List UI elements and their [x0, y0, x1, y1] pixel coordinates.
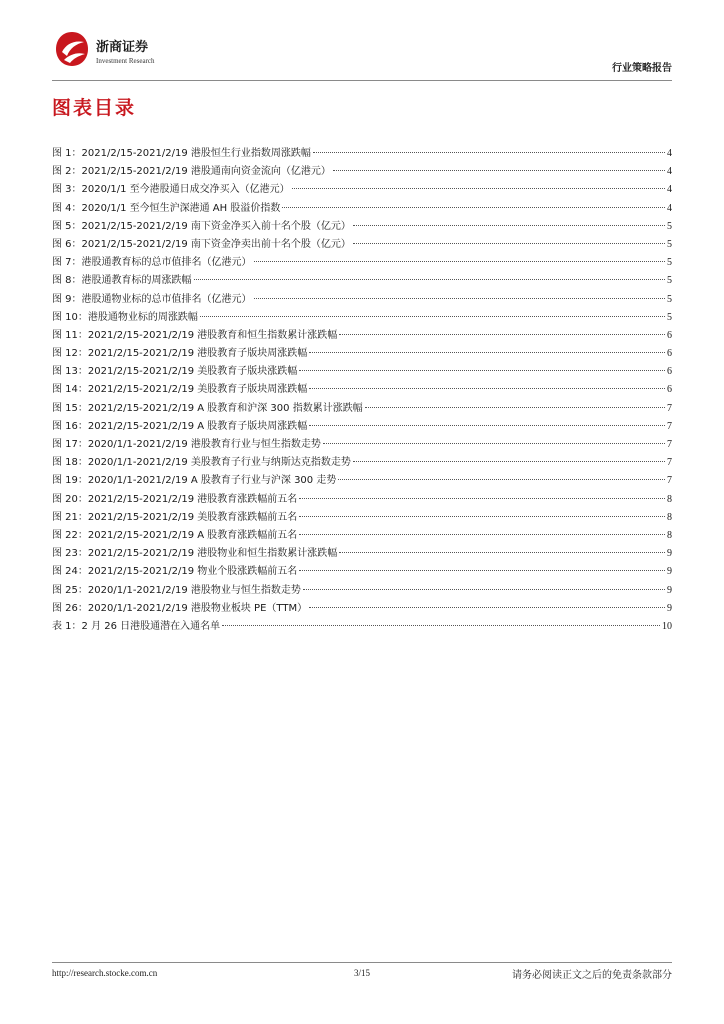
toc-entry[interactable]	[52, 509, 672, 527]
toc-entry-label: 图 25：2020/1/1-2021/2/19 港股物业与恒生指数走势	[52, 584, 301, 596]
toc-dot-leader	[309, 425, 665, 426]
toc-entry[interactable]	[52, 309, 672, 327]
company-logo-icon	[54, 30, 90, 68]
table-of-figures	[52, 145, 672, 636]
toc-entry-label: 图 12：2021/2/15-2021/2/19 港股教育子版块周涨跌幅	[52, 348, 308, 360]
toc-dot-leader	[299, 570, 665, 571]
toc-dot-leader	[353, 461, 665, 462]
toc-entry-label: 图 11：2021/2/15-2021/2/19 港股教育和恒生指数累计涨跌幅	[52, 329, 338, 341]
toc-entry-label: 图 3：2020/1/1 至今港股通日成交净买入（亿港元）	[52, 184, 290, 196]
toc-entry[interactable]	[52, 600, 672, 618]
toc-entry[interactable]	[52, 291, 672, 309]
toc-entry[interactable]	[52, 454, 672, 472]
toc-entry-page: 8	[667, 529, 672, 541]
toc-dot-leader	[200, 316, 665, 317]
toc-entry-label: 图 4：2020/1/1 至今恒生沪深港通 AH 股溢价指数	[52, 202, 281, 214]
toc-dot-leader	[299, 516, 665, 517]
document-type: 行业策略报告	[612, 63, 672, 74]
toc-entry-page: 5	[667, 311, 672, 323]
toc-entry-page: 4	[667, 148, 672, 159]
toc-entry-label: 图 18：2020/1/1-2021/2/19 美股教育子行业与纳斯达克指数走势	[52, 457, 351, 469]
toc-entry-page: 8	[667, 493, 672, 505]
toc-dot-leader	[365, 407, 665, 408]
toc-dot-leader	[313, 152, 665, 153]
toc-entry-page: 5	[667, 293, 672, 305]
toc-dot-leader	[323, 443, 665, 444]
toc-entry-page: 7	[667, 457, 672, 469]
toc-entry-page: 7	[667, 475, 672, 487]
toc-entry-page: 6	[667, 348, 672, 360]
footer-divider	[52, 962, 672, 963]
toc-entry-page: 9	[667, 602, 672, 614]
toc-entry-page: 4	[667, 202, 672, 214]
toc-entry-page: 5	[667, 220, 672, 232]
toc-dot-leader	[353, 225, 665, 226]
toc-entry-label: 图 6：2021/2/15-2021/2/19 南下资金净卖出前十名个股（亿元）	[52, 238, 351, 250]
toc-dot-leader	[282, 207, 665, 208]
toc-entry[interactable]	[52, 363, 672, 381]
page-number: 3/15	[354, 968, 371, 978]
toc-entry-label: 图 20：2021/2/15-2021/2/19 港股教育涨跌幅前五名	[52, 493, 298, 505]
toc-dot-leader	[254, 298, 665, 299]
toc-entry-page: 4	[667, 184, 672, 196]
toc-entry[interactable]	[52, 345, 672, 363]
toc-entry[interactable]	[52, 145, 672, 163]
toc-entry-label: 图 19：2020/1/1-2021/2/19 A 股教育子行业与沪深 300 走势	[52, 475, 337, 487]
toc-entry-label: 图 17：2020/1/1-2021/2/19 港股教育行业与恒生指数走势	[52, 439, 321, 450]
toc-entry[interactable]	[52, 218, 672, 236]
toc-entry[interactable]	[52, 563, 672, 581]
footer-url[interactable]: http://research.stocke.com.cn	[52, 968, 158, 978]
toc-entry[interactable]	[52, 381, 672, 399]
toc-entry-label: 图 16：2021/2/15-2021/2/19 A 股教育子版块周涨跌幅	[52, 420, 308, 432]
toc-entry[interactable]	[52, 582, 672, 600]
toc-entry-page: 7	[667, 420, 672, 432]
toc-dot-leader	[309, 388, 665, 389]
toc-dot-leader	[292, 188, 665, 189]
toc-entry-page: 7	[667, 402, 672, 414]
page-header	[52, 28, 672, 78]
toc-dot-leader	[338, 479, 665, 480]
toc-entry-label: 图 7：港股通教育标的总市值排名（亿港元）	[52, 257, 252, 269]
toc-entry[interactable]	[52, 545, 672, 563]
toc-dot-leader	[194, 279, 665, 280]
toc-entry[interactable]	[52, 418, 672, 436]
toc-entry-label: 图 24：2021/2/15-2021/2/19 物业个股涨跌幅前五名	[52, 566, 298, 578]
toc-entry-label: 图 21：2021/2/15-2021/2/19 美股教育涨跌幅前五名	[52, 511, 298, 523]
toc-entry[interactable]	[52, 272, 672, 290]
toc-entry-page: 5	[667, 257, 672, 269]
toc-entry[interactable]	[52, 491, 672, 509]
header-divider	[52, 80, 672, 81]
company-name-en: Investment Research	[96, 57, 155, 65]
company-name-cn: 浙商证券	[96, 40, 149, 55]
toc-entry[interactable]	[52, 181, 672, 199]
toc-entry-label: 图 10：港股通物业标的周涨跌幅	[52, 311, 198, 323]
toc-dot-leader	[299, 370, 665, 371]
toc-entry-page: 8	[667, 511, 672, 523]
toc-entry[interactable]	[52, 327, 672, 345]
toc-entry-page: 6	[667, 384, 672, 396]
toc-entry[interactable]	[52, 236, 672, 254]
footer-disclaimer: 请务必阅读正文之后的免责条款部分	[512, 970, 672, 981]
toc-entry-label: 图 9：港股通物业标的总市值排名（亿港元）	[52, 293, 252, 305]
toc-entry-label: 图 1：2021/2/15-2021/2/19 港股恒生行业指数周涨跌幅	[52, 148, 311, 159]
toc-entry-page: 10	[662, 620, 672, 632]
toc-entry-label: 图 23：2021/2/15-2021/2/19 港股物业和恒生指数累计涨跌幅	[52, 548, 338, 560]
toc-entry-page: 5	[667, 238, 672, 250]
toc-entry-label: 图 15：2021/2/15-2021/2/19 A 股教育和沪深 300 指数累计涨跌幅	[52, 402, 363, 414]
toc-entry[interactable]	[52, 436, 672, 454]
toc-entry-page: 5	[667, 275, 672, 287]
page-title: 图表目录	[52, 97, 137, 119]
toc-dot-leader	[222, 625, 660, 626]
toc-entry[interactable]	[52, 472, 672, 490]
toc-entry-page: 4	[667, 166, 672, 178]
toc-entry-page: 9	[667, 566, 672, 578]
toc-entry-page: 9	[667, 584, 672, 596]
toc-dot-leader	[299, 534, 665, 535]
toc-entry-label: 图 26：2020/1/1-2021/2/19 港股物业板块 PE（TTM）	[52, 602, 308, 614]
toc-dot-leader	[309, 607, 665, 608]
toc-entry[interactable]	[52, 254, 672, 272]
toc-entry-label: 图 22：2021/2/15-2021/2/19 A 股教育涨跌幅前五名	[52, 529, 298, 541]
toc-entry-page: 6	[667, 366, 672, 378]
toc-entry-page: 7	[667, 439, 672, 450]
toc-entry[interactable]	[52, 400, 672, 418]
toc-entry-page: 6	[667, 329, 672, 341]
toc-dot-leader	[254, 261, 665, 262]
toc-entry-label: 图 2：2021/2/15-2021/2/19 港股通南向资金流向（亿港元）	[52, 166, 331, 178]
toc-entry[interactable]	[52, 527, 672, 545]
toc-dot-leader	[353, 243, 665, 244]
toc-entry[interactable]	[52, 618, 672, 636]
toc-entry-label: 表 1：2 月 26 日港股通潜在入通名单	[52, 620, 221, 632]
toc-entry-label: 图 5：2021/2/15-2021/2/19 南下资金净买入前十名个股（亿元）	[52, 220, 351, 232]
toc-entry[interactable]	[52, 200, 672, 218]
toc-dot-leader	[303, 589, 665, 590]
toc-dot-leader	[339, 552, 665, 553]
toc-dot-leader	[333, 170, 665, 171]
toc-entry[interactable]	[52, 163, 672, 181]
toc-dot-leader	[309, 352, 665, 353]
toc-dot-leader	[339, 334, 665, 335]
toc-entry-label: 图 14：2021/2/15-2021/2/19 美股教育子版块周涨跌幅	[52, 384, 308, 396]
toc-dot-leader	[299, 498, 665, 499]
toc-entry-page: 9	[667, 548, 672, 560]
toc-entry-label: 图 8：港股通教育标的周涨跌幅	[52, 275, 192, 287]
toc-entry-label: 图 13：2021/2/15-2021/2/19 美股教育子版块涨跌幅	[52, 366, 298, 378]
